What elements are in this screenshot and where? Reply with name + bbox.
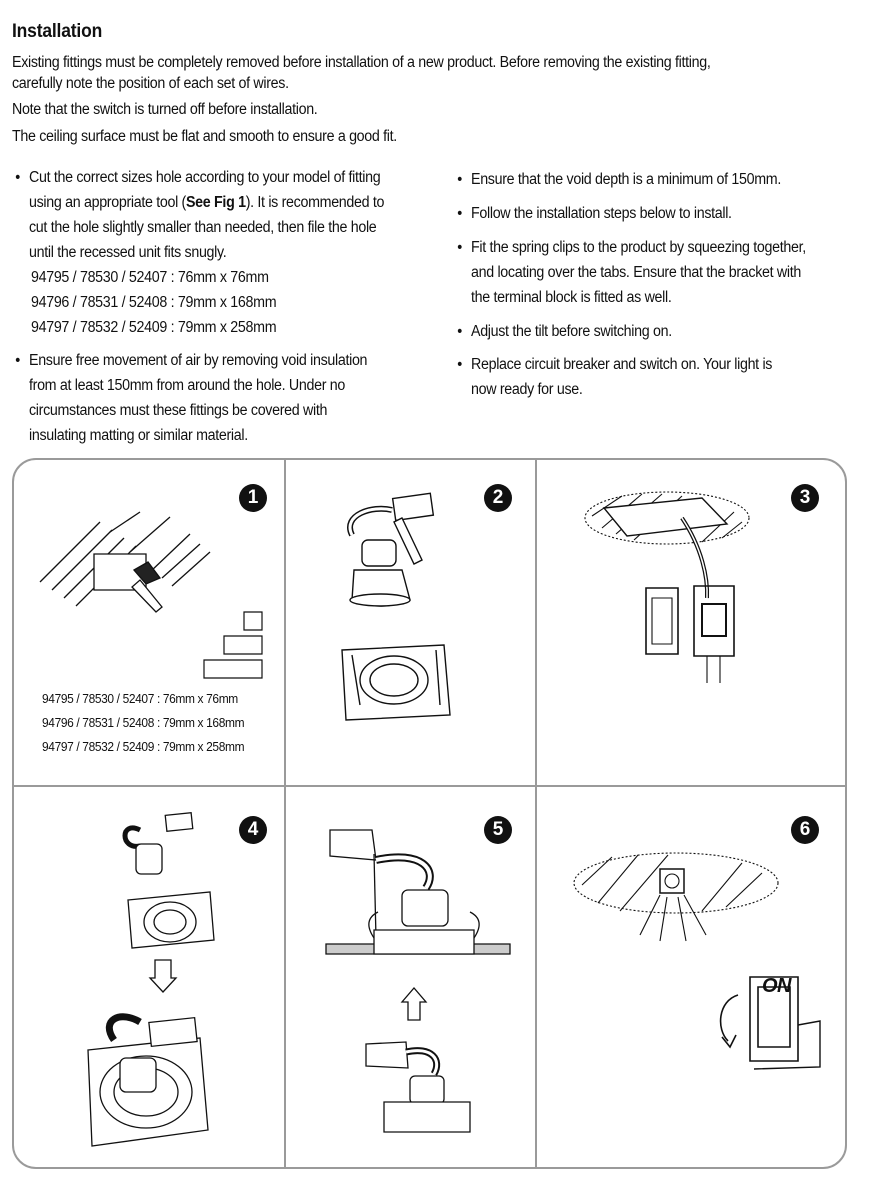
follow-steps-text: • Follow the installation steps below to install. — [471, 204, 732, 224]
switch-on-label: ON — [762, 975, 791, 997]
wiring-illustration — [582, 488, 752, 688]
air-line-3: circumstances must these fittings be covered with — [29, 402, 328, 419]
cut-hole-line-3: cut the hole slightly smaller than needed, then file the hole — [29, 219, 377, 236]
intro-line-2: carefully note the position of each set of wires. — [12, 75, 289, 92]
air-line-2: from at least 150mm from around the hole. Under no — [29, 377, 346, 394]
fig1-size-1: 94795 / 78530 / 52407 : 76mm x 76mm — [42, 691, 238, 706]
step-5-badge: 5 — [484, 816, 512, 844]
cut-hole-line-2: using an appropriate tool (See Fig 1). It is recommended to — [29, 194, 385, 211]
step-1-badge: 1 — [239, 484, 267, 512]
assembly-illustration — [80, 810, 220, 1160]
void-depth-text: • Ensure that the void depth is a minimum of 150mm. — [471, 170, 781, 190]
intro-line-4: The ceiling surface must be flat and smooth to ensure a good fit. — [12, 128, 397, 145]
ceiling-cut-illustration — [40, 512, 210, 622]
fig1-size-2: 94796 / 78531 / 52408 : 79mm x 168mm — [42, 715, 245, 730]
size-spec-2: 94796 / 78531 / 52408 : 79mm x 168mm — [31, 294, 277, 311]
spring-clips-line-1: • Fit the spring clips to the product by squeezing together, — [471, 238, 806, 258]
lamp-and-frame-illustration — [332, 490, 457, 720]
step-3-badge: 3 — [791, 484, 819, 512]
air-line-1: • Ensure free movement of air by removing void insulation — [29, 351, 367, 371]
replace-breaker-line-1: • Replace circuit breaker and switch on. Your light is — [471, 355, 772, 375]
replace-breaker-line-2: now ready for use. — [471, 381, 583, 398]
size-spec-3: 94797 / 78532 / 52409 : 79mm x 258mm — [31, 319, 277, 336]
step-2-badge: 2 — [484, 484, 512, 512]
hole-size-steps-icon — [204, 612, 264, 680]
size-spec-1: 94795 / 78530 / 52407 : 76mm x 76mm — [31, 269, 269, 286]
light-and-switch-illustration — [572, 845, 822, 1075]
air-line-4: insulating matting or similar material. — [29, 427, 248, 444]
step-4-badge: 4 — [239, 816, 267, 844]
cut-hole-line-1: • Cut the correct sizes hole according to your model of fitting — [29, 168, 380, 188]
intro-line-1: Existing fittings must be completely removed before installation of a new product. Before removing the existing fitting, — [12, 54, 711, 71]
page-title: Installation — [12, 21, 103, 42]
insert-into-ceiling-illustration — [322, 830, 512, 1140]
spring-clips-line-2: and locating over the tabs. Ensure that the bracket with — [471, 264, 801, 281]
adjust-tilt-text: • Adjust the tilt before switching on. — [471, 322, 672, 342]
step-6-badge: 6 — [791, 816, 819, 844]
intro-line-3: Note that the switch is turned off before installation. — [12, 101, 318, 118]
cut-hole-line-4: until the recessed unit fits snugly. — [29, 244, 227, 261]
spring-clips-line-3: the terminal block is fitted as well. — [471, 289, 672, 306]
fig1-size-3: 94797 / 78532 / 52409 : 79mm x 258mm — [42, 739, 245, 754]
